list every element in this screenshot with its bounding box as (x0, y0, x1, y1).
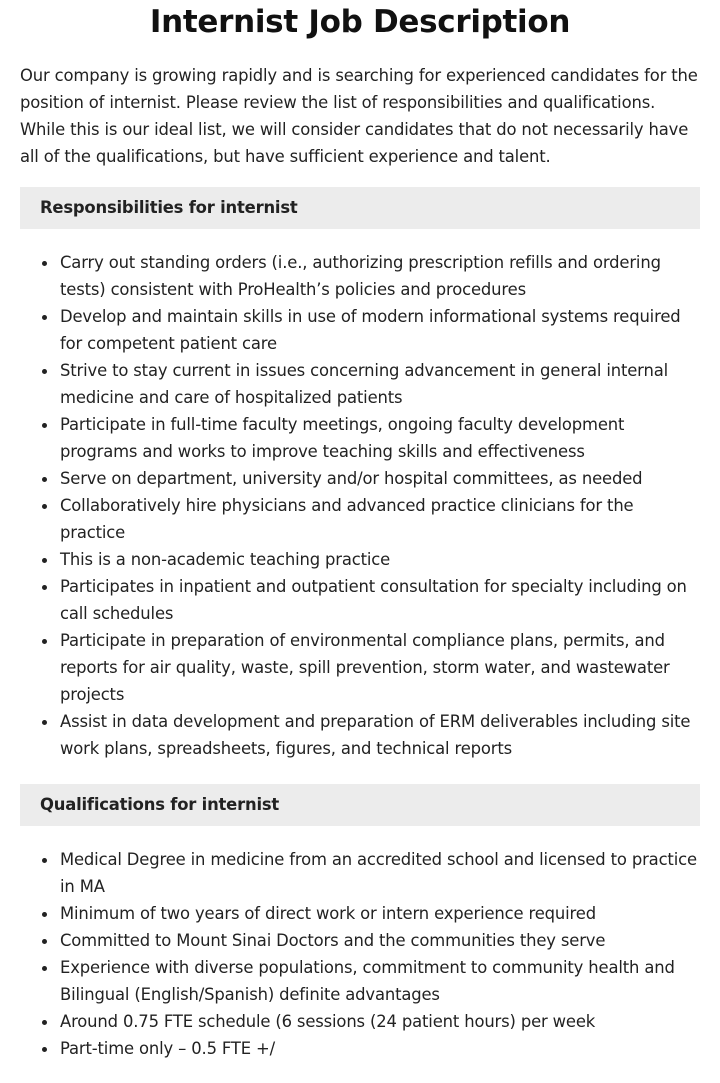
list-item: Participates in inpatient and outpatient consultation for specialty including on call schedules (60, 573, 700, 627)
list-item: Medical Degree in medicine from an accredited school and licensed to practice in MA (60, 846, 700, 900)
qualifications-list (20, 846, 700, 1062)
list-item: Minimum of two years of direct work or intern experience required (60, 900, 700, 927)
list-item: Committed to Mount Sinai Doctors and the communities they serve (60, 927, 700, 954)
list-item: Collaboratively hire physicians and advanced practice clinicians for the practice (60, 492, 700, 546)
page-title: Internist Job Description (149, 4, 571, 40)
list-item: Carry out standing orders (i.e., authorizing prescription refills and ordering tests) consistent with ProHealth’s policies and procedures (60, 249, 700, 303)
list-item: Participate in preparation of environmental compliance plans, permits, and reports for air quality, waste, spill prevention, storm water, and wastewater projects (60, 627, 700, 708)
list-item: This is a non-academic teaching practice (60, 546, 700, 573)
list-item: Experience with diverse populations, commitment to community health and Bilingual (English/Spanish) definite advantages (60, 954, 700, 1008)
list-item: Around 0.75 FTE schedule (6 sessions (24 patient hours) per week (60, 1008, 700, 1035)
list-item: Develop and maintain skills in use of modern informational systems required for competent patient care (60, 303, 700, 357)
list-item: Part-time only – 0.5 FTE +/ (60, 1035, 700, 1062)
list-item: Assist in data development and preparation of ERM deliverables including site work plans, spreadsheets, figures, and technical reports (60, 708, 700, 762)
intro-paragraph: Our company is growing rapidly and is searching for experienced candidates for the position of internist. Please review the list of responsibilities and qualifications. While this is our ideal list, we will consider candidates that do not necessarily have all of the qualifications, but have sufficient experience and talent. (20, 66, 698, 166)
qualifications-heading: Qualifications for internist (20, 784, 700, 826)
responsibilities-heading: Responsibilities for internist (20, 187, 700, 229)
list-item: Strive to stay current in issues concerning advancement in general internal medicine and care of hospitalized patients (60, 357, 700, 411)
list-item: Serve on department, university and/or hospital committees, as needed (60, 465, 700, 492)
list-item: Participate in full-time faculty meetings, ongoing faculty development programs and works to improve teaching skills and effectiveness (60, 411, 700, 465)
responsibilities-list (20, 249, 700, 762)
